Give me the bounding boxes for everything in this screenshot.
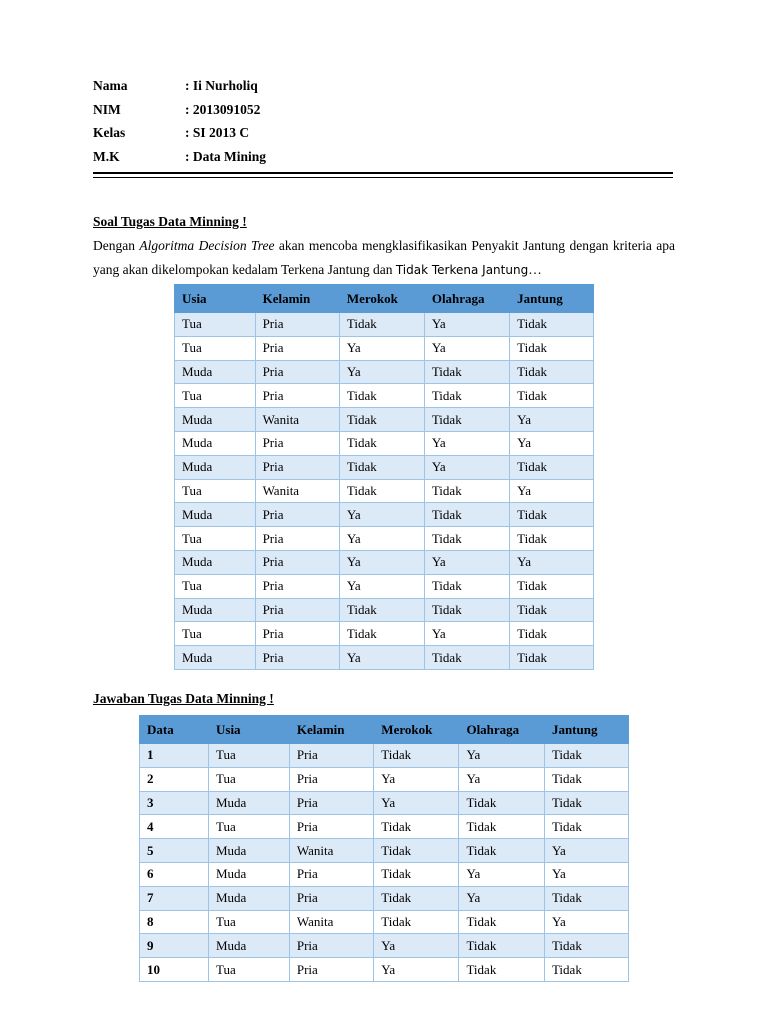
soal-title: Soal Tugas Data Minning ! bbox=[93, 214, 247, 229]
para-sans: Tidak Terkena Jantung bbox=[395, 263, 529, 277]
table-cell: Ya bbox=[424, 622, 509, 646]
table-cell: Muda bbox=[209, 862, 290, 886]
table-cell: Tua bbox=[209, 910, 290, 934]
table-cell: Pria bbox=[289, 791, 373, 815]
table-cell: Tua bbox=[175, 622, 256, 646]
table-cell: Ya bbox=[544, 910, 628, 934]
table-row bbox=[175, 431, 594, 455]
column-header: Merokok bbox=[339, 285, 424, 313]
table-cell: Ya bbox=[374, 934, 459, 958]
para-italic: Algoritma Decision Tree bbox=[139, 238, 275, 253]
table-cell: Muda bbox=[175, 598, 256, 622]
table-cell: Ya bbox=[459, 744, 545, 768]
table-cell: Tua bbox=[175, 574, 256, 598]
table-row bbox=[175, 360, 594, 384]
table-cell: Pria bbox=[255, 360, 339, 384]
table-row bbox=[140, 744, 629, 768]
table-row bbox=[140, 886, 629, 910]
table-cell: Pria bbox=[255, 336, 339, 360]
table-cell: Pria bbox=[289, 958, 373, 982]
table-cell: Tidak bbox=[339, 384, 424, 408]
table-cell: Pria bbox=[289, 767, 373, 791]
table-cell: Tidak bbox=[459, 910, 545, 934]
table-cell: 3 bbox=[140, 791, 209, 815]
table-cell: Tidak bbox=[424, 598, 509, 622]
info-value: : Ii Nurholiq bbox=[185, 78, 258, 93]
table-cell: Tua bbox=[209, 767, 290, 791]
table-cell: Ya bbox=[374, 791, 459, 815]
table-cell: Wanita bbox=[255, 479, 339, 503]
table-row bbox=[175, 527, 594, 551]
table-cell: Wanita bbox=[289, 910, 373, 934]
table-cell: Tidak bbox=[424, 408, 509, 432]
table-cell: Tidak bbox=[424, 360, 509, 384]
para-text: … bbox=[528, 262, 542, 277]
table-cell: Tidak bbox=[544, 815, 628, 839]
table-cell: Tua bbox=[175, 384, 256, 408]
table-cell: Tidak bbox=[339, 622, 424, 646]
table-cell: Pria bbox=[289, 744, 373, 768]
table-cell: 4 bbox=[140, 815, 209, 839]
table-cell: Tidak bbox=[459, 934, 545, 958]
table-cell: Pria bbox=[255, 384, 339, 408]
table-row bbox=[175, 503, 594, 527]
table-cell: Muda bbox=[175, 360, 256, 384]
table-cell: Tidak bbox=[459, 958, 545, 982]
table-row bbox=[175, 408, 594, 432]
table-cell: 7 bbox=[140, 886, 209, 910]
table-cell: Pria bbox=[255, 646, 339, 670]
table-cell: Pria bbox=[255, 313, 339, 337]
para-text: akan mencoba mengklasifikasikan Penyakit Jantung dengan kriteria apa yang akan dikelompokan kedalam Terkena Jantung dan bbox=[93, 238, 675, 277]
table-cell: Muda bbox=[209, 839, 290, 863]
table-cell: Ya bbox=[339, 646, 424, 670]
table-cell: Pria bbox=[289, 862, 373, 886]
table-cell: Tidak bbox=[339, 598, 424, 622]
table-cell: Tidak bbox=[544, 744, 628, 768]
info-row-kelas bbox=[93, 121, 266, 145]
table-cell: Pria bbox=[255, 550, 339, 574]
table-cell: Ya bbox=[374, 767, 459, 791]
table-cell: Ya bbox=[374, 958, 459, 982]
table-row bbox=[140, 767, 629, 791]
table-cell: Tidak bbox=[374, 886, 459, 910]
table-cell: Tidak bbox=[374, 839, 459, 863]
table-cell: Ya bbox=[544, 839, 628, 863]
table-cell: Tidak bbox=[424, 646, 509, 670]
table-cell: Muda bbox=[209, 934, 290, 958]
column-header: Olahraga bbox=[459, 716, 545, 744]
table-cell: Tidak bbox=[374, 744, 459, 768]
table-cell: Tidak bbox=[544, 958, 628, 982]
table-cell: Ya bbox=[510, 408, 594, 432]
table-cell: Ya bbox=[339, 336, 424, 360]
table-cell: Ya bbox=[459, 767, 545, 791]
table-cell: Tidak bbox=[339, 313, 424, 337]
table-row bbox=[175, 313, 594, 337]
table-cell: Muda bbox=[175, 455, 256, 479]
table-cell: Ya bbox=[339, 503, 424, 527]
table-cell: Tidak bbox=[510, 455, 594, 479]
table-cell: Tidak bbox=[510, 527, 594, 551]
table-cell: Tidak bbox=[339, 479, 424, 503]
column-header: Usia bbox=[175, 285, 256, 313]
table-cell: Muda bbox=[209, 791, 290, 815]
table-cell: Tua bbox=[175, 527, 256, 551]
table-cell: Tidak bbox=[510, 503, 594, 527]
table-cell: Ya bbox=[424, 313, 509, 337]
table-row bbox=[175, 550, 594, 574]
table-cell: Wanita bbox=[255, 408, 339, 432]
table-cell: Wanita bbox=[289, 839, 373, 863]
info-value: : Data Mining bbox=[185, 148, 266, 164]
table-cell: Tidak bbox=[510, 646, 594, 670]
table-header-row bbox=[140, 716, 629, 744]
table-cell: Ya bbox=[424, 455, 509, 479]
table-cell: Tua bbox=[175, 479, 256, 503]
student-info bbox=[93, 74, 266, 168]
table-cell: Tidak bbox=[510, 313, 594, 337]
table-row bbox=[175, 574, 594, 598]
table-row bbox=[140, 791, 629, 815]
column-header: Kelamin bbox=[255, 285, 339, 313]
table-cell: Tidak bbox=[459, 839, 545, 863]
info-label: Nama bbox=[93, 78, 128, 93]
table-cell: Tua bbox=[209, 744, 290, 768]
table-cell: Pria bbox=[255, 622, 339, 646]
table-cell: Ya bbox=[339, 574, 424, 598]
table-cell: Ya bbox=[339, 360, 424, 384]
table-row bbox=[140, 839, 629, 863]
para-text: Dengan bbox=[93, 238, 140, 253]
table-row bbox=[175, 622, 594, 646]
column-header: Jantung bbox=[510, 285, 594, 313]
info-value: : 2013091052 bbox=[185, 101, 261, 117]
table-cell: Tua bbox=[175, 336, 256, 360]
table-cell: Ya bbox=[424, 550, 509, 574]
table-cell: Pria bbox=[255, 503, 339, 527]
column-header: Kelamin bbox=[289, 716, 373, 744]
column-header: Jantung bbox=[544, 716, 628, 744]
table-cell: Muda bbox=[175, 431, 256, 455]
table-cell: Muda bbox=[209, 886, 290, 910]
table-cell: Pria bbox=[255, 431, 339, 455]
column-header: Olahraga bbox=[424, 285, 509, 313]
table-cell: Ya bbox=[510, 550, 594, 574]
table-cell: 8 bbox=[140, 910, 209, 934]
table-cell: Tidak bbox=[374, 862, 459, 886]
table-row bbox=[175, 455, 594, 479]
info-label: NIM bbox=[93, 101, 121, 117]
column-header: Usia bbox=[209, 716, 290, 744]
header-rule-thin bbox=[93, 177, 673, 178]
info-row-mk bbox=[93, 145, 266, 169]
table-row bbox=[140, 862, 629, 886]
table-cell: Tidak bbox=[374, 815, 459, 839]
table-cell: Tidak bbox=[544, 886, 628, 910]
soal-paragraph bbox=[93, 234, 675, 282]
jawaban-title: Jawaban Tugas Data Minning ! bbox=[93, 691, 274, 706]
table-row bbox=[140, 934, 629, 958]
table-row bbox=[140, 958, 629, 982]
info-value: : SI 2013 C bbox=[185, 125, 250, 140]
table-cell: 6 bbox=[140, 862, 209, 886]
table-cell: Tidak bbox=[339, 431, 424, 455]
table-cell: Muda bbox=[175, 550, 256, 574]
table-cell: Tidak bbox=[424, 503, 509, 527]
info-label: M.K bbox=[93, 148, 120, 164]
table-cell: Tidak bbox=[510, 574, 594, 598]
info-row-nim bbox=[93, 98, 266, 122]
table-cell: Pria bbox=[255, 527, 339, 551]
table-cell: 9 bbox=[140, 934, 209, 958]
table-cell: Pria bbox=[289, 886, 373, 910]
table-cell: Tidak bbox=[424, 574, 509, 598]
table-row bbox=[140, 815, 629, 839]
data-table-soal bbox=[174, 284, 594, 670]
table-cell: Tidak bbox=[510, 360, 594, 384]
column-header: Merokok bbox=[374, 716, 459, 744]
table-row bbox=[175, 384, 594, 408]
table-cell: Ya bbox=[424, 431, 509, 455]
info-label: Kelas bbox=[93, 125, 126, 140]
table-cell: Ya bbox=[424, 336, 509, 360]
table-cell: Muda bbox=[175, 408, 256, 432]
data-table-jawaban bbox=[139, 715, 629, 982]
table-cell: Ya bbox=[339, 527, 424, 551]
table-cell: Tidak bbox=[424, 479, 509, 503]
table-cell: Tidak bbox=[424, 527, 509, 551]
table-cell: Tidak bbox=[510, 598, 594, 622]
table-cell: Pria bbox=[289, 815, 373, 839]
table-cell: Tidak bbox=[459, 815, 545, 839]
table-cell: Ya bbox=[544, 862, 628, 886]
table-cell: Ya bbox=[510, 431, 594, 455]
table-cell: Tidak bbox=[544, 767, 628, 791]
table-cell: Pria bbox=[255, 598, 339, 622]
table-cell: Ya bbox=[510, 479, 594, 503]
column-header: Data bbox=[140, 716, 209, 744]
table-cell: Tidak bbox=[339, 408, 424, 432]
table-cell: Pria bbox=[255, 455, 339, 479]
table-cell: Muda bbox=[175, 503, 256, 527]
table-cell: 1 bbox=[140, 744, 209, 768]
table-cell: Tua bbox=[209, 958, 290, 982]
table-row bbox=[140, 910, 629, 934]
table-cell: 10 bbox=[140, 958, 209, 982]
table-row bbox=[175, 598, 594, 622]
table-cell: 2 bbox=[140, 767, 209, 791]
table-cell: Ya bbox=[339, 550, 424, 574]
table-cell: Tidak bbox=[374, 910, 459, 934]
table-cell: Ya bbox=[459, 886, 545, 910]
table-cell: Tidak bbox=[510, 622, 594, 646]
header-rule-thick bbox=[93, 172, 673, 174]
table-cell: 5 bbox=[140, 839, 209, 863]
table-cell: Muda bbox=[175, 646, 256, 670]
table-cell: Pria bbox=[255, 574, 339, 598]
table-cell: Tidak bbox=[339, 455, 424, 479]
table-cell: Tidak bbox=[544, 934, 628, 958]
table-row bbox=[175, 646, 594, 670]
table-cell: Tidak bbox=[459, 791, 545, 815]
table-cell: Ya bbox=[459, 862, 545, 886]
table-row bbox=[175, 336, 594, 360]
info-row-nama bbox=[93, 74, 266, 98]
table-cell: Tidak bbox=[510, 384, 594, 408]
table-cell: Tidak bbox=[510, 336, 594, 360]
table-row bbox=[175, 479, 594, 503]
table-header-row bbox=[175, 285, 594, 313]
table-cell: Tua bbox=[209, 815, 290, 839]
table-cell: Pria bbox=[289, 934, 373, 958]
table-cell: Tua bbox=[175, 313, 256, 337]
table-cell: Tidak bbox=[424, 384, 509, 408]
table-cell: Tidak bbox=[544, 791, 628, 815]
